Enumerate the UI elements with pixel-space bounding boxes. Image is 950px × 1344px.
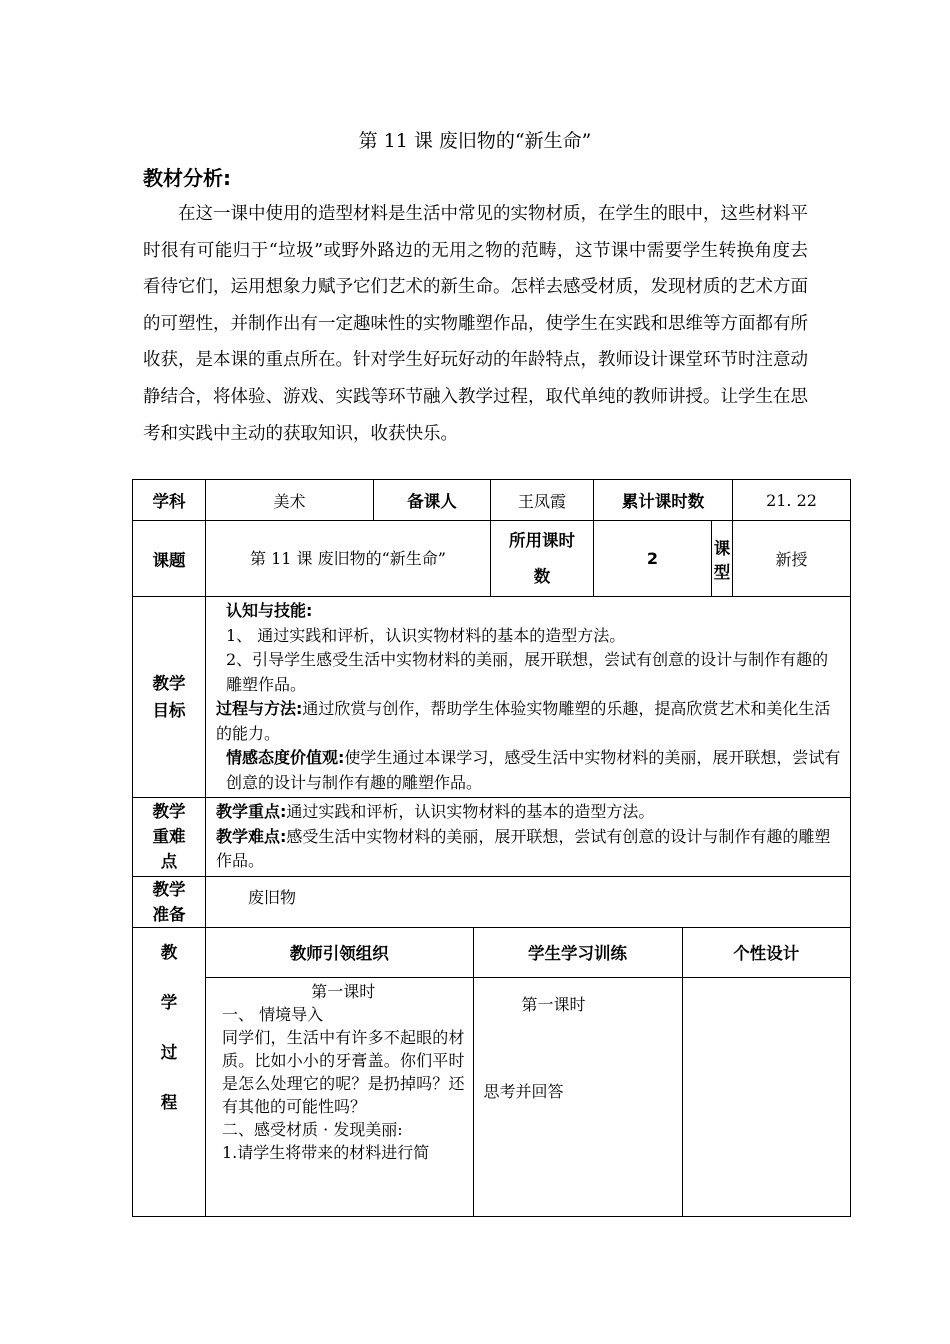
process-content xyxy=(206,927,851,1216)
preparation-label: 教学准备 xyxy=(133,876,206,927)
process-subtable xyxy=(206,928,850,1216)
type-value: 新授 xyxy=(733,521,851,597)
key-points-content xyxy=(206,798,851,877)
goals-label: 教学目标 xyxy=(133,597,206,798)
focus-text: 通过实践和评析，认识实物材料的基本的造型方法。 xyxy=(286,802,655,821)
process-text: 通过欣赏与创作，帮助学生体验实物雕塑的乐趣，提高欣赏艺术和美化生活的能力。 xyxy=(216,699,831,743)
process-label-char: 过 xyxy=(160,1042,178,1062)
teacher-activities xyxy=(206,977,473,1216)
type-label: 课型 xyxy=(712,521,733,597)
teacher-line: 一、 情境导入 xyxy=(222,1004,324,1024)
preparation-value: 废旧物 xyxy=(206,876,851,927)
student-column-header: 学生学习训练 xyxy=(473,928,682,978)
analysis-heading: 教材分析: xyxy=(143,166,231,190)
knowledge-item-1: 1、 通过实践和评析，认识实物材料的基本的造型方法。 xyxy=(226,625,626,645)
focus-row xyxy=(216,800,844,825)
teacher-line: 二、感受材质 · 发现美丽: xyxy=(222,1119,403,1139)
hours-used-label: 所用课时数 xyxy=(491,521,594,597)
emotion-heading: 情感态度价值观: xyxy=(226,748,345,767)
goals-content xyxy=(206,597,851,798)
subject-value: 美术 xyxy=(206,480,374,521)
teacher-column-header: 教师引领组织 xyxy=(206,928,473,978)
process-label-char: 教 xyxy=(160,942,178,962)
student-line: 第一课时 xyxy=(521,994,586,1014)
emotion-text: 使学生通过本课学习，感受生活中实物材料的美丽，展开联想，尝试有创意的设计与制作有趣的雕塑作品。 xyxy=(226,748,841,792)
custom-column-header: 个性设计 xyxy=(682,928,850,978)
process-label-char: 学 xyxy=(160,992,178,1012)
key-points-label: 教学重难点 xyxy=(133,798,206,877)
student-activities xyxy=(473,977,682,1216)
teacher-line: 第一课时 xyxy=(311,981,376,1001)
subject-label: 学科 xyxy=(133,480,206,521)
page-title: 第 11 课 废旧物的“新生命” xyxy=(358,130,592,152)
emotion-goal xyxy=(216,746,844,795)
difficulty-row xyxy=(216,825,844,874)
teacher-line: 同学们，生活中有许多不起眼的材质。比如小小的牙膏盖。你们平时是怎么处理它的呢？是扔掉吗？还有其他的可能性吗？ xyxy=(222,1027,465,1116)
preparer-value: 王凤霞 xyxy=(491,480,594,521)
difficulty-heading: 教学难点: xyxy=(216,826,287,846)
process-goal xyxy=(216,697,844,746)
focus-heading: 教学重点: xyxy=(216,802,287,821)
custom-design-cell xyxy=(682,977,850,1216)
process-label-char: 程 xyxy=(160,1092,178,1112)
teacher-line: 1.请学生将带来的材料进行简 xyxy=(222,1142,430,1162)
topic-label: 课题 xyxy=(133,521,206,597)
total-hours-label: 累计课时数 xyxy=(594,480,733,521)
difficulty-text: 感受生活中实物材料的美丽，展开联想，尝试有创意的设计与制作有趣的雕塑作品。 xyxy=(216,826,831,870)
process-heading: 过程与方法: xyxy=(216,699,303,718)
preparer-label: 备课人 xyxy=(374,480,491,521)
student-line: 思考并回答 xyxy=(483,1081,564,1101)
process-label xyxy=(133,927,206,1216)
total-hours-value: 21. 22 xyxy=(733,480,851,521)
hours-used-value: 2 xyxy=(594,521,712,597)
analysis-text: 在这一课中使用的造型材料是生活中常见的实物材质，在学生的眼中，这些材料平时很有可能归于“垃圾”或野外路边的无用之物的范畴，这节课中需要学生转换角度去看待它们，运用想象力赋予它们艺术的新生命。怎样去感受材质，发现材质的艺术方面的可塑性，并制作出有一定趣味性的实物雕塑作品，使学生在实践和思维等方面都有所收获，是本课的重点所在。针对学生好玩好动的年龄特点，教师设计课堂环节时注意动静结合，将体验、游戏、实践等环节融入教学过程，取代单纯的教师讲授。让学生在思考和实践中主动的获取知识，收获快乐。 xyxy=(143,204,808,444)
topic-value: 第 11 课 废旧物的“新生命” xyxy=(206,521,491,597)
knowledge-heading: 认知与技能: xyxy=(226,601,313,620)
knowledge-item-2: 2、引导学生感受生活中实物材料的美丽，展开联想，尝试有创意的设计与制作有趣的雕塑作品。 xyxy=(226,650,829,694)
lesson-plan-table xyxy=(132,479,851,1217)
analysis-paragraph xyxy=(143,196,808,452)
